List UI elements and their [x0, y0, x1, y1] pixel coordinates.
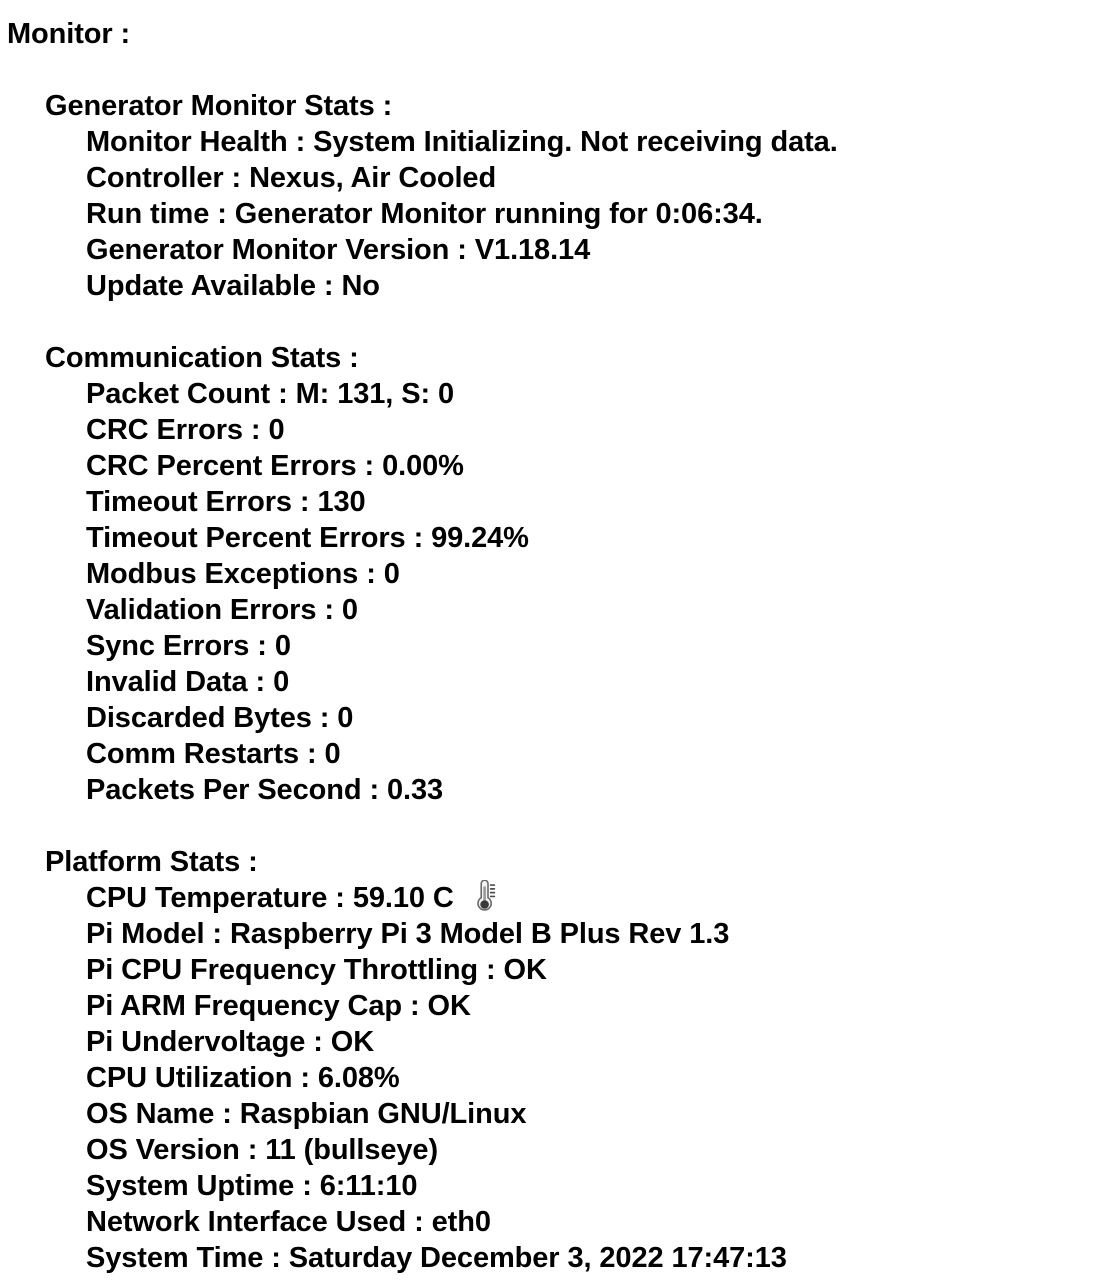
stat-separator: :: [364, 450, 375, 482]
stat-row: [86, 952, 547, 988]
stat-row: [86, 448, 464, 484]
stat-separator: :: [313, 1026, 323, 1058]
stat-separator: :: [323, 270, 334, 302]
stat-label: Sync Errors: [86, 630, 250, 662]
page-title: Monitor :: [7, 18, 131, 50]
stat-value: 0: [268, 414, 285, 446]
stat-row: [86, 664, 289, 700]
stat-value: 0: [274, 630, 291, 662]
stat-value: OK: [503, 954, 547, 986]
stat-label: Pi CPU Frequency Throttling: [86, 954, 479, 986]
stat-separator: :: [409, 990, 420, 1022]
section-title-platform_stats: Platform Stats :: [45, 846, 258, 878]
stat-row: [86, 628, 291, 664]
stat-label: System Time: [86, 1242, 264, 1274]
stat-separator: :: [414, 1206, 424, 1238]
stat-separator: :: [307, 738, 317, 770]
stat-label: Packet Count: [86, 378, 271, 410]
stat-value: Nexus, Air Cooled: [249, 162, 497, 194]
stat-value: 0.00%: [382, 450, 464, 482]
stat-label: Monitor Health: [86, 126, 288, 158]
stat-label: Invalid Data: [86, 666, 248, 698]
stat-value: 59.10 C: [352, 882, 454, 914]
stat-value: V1.18.14: [474, 234, 591, 266]
thermometer-icon: [472, 880, 496, 914]
stat-label: Comm Restarts: [86, 738, 300, 770]
stat-row: [86, 1024, 374, 1060]
stat-separator: :: [255, 666, 266, 698]
stat-row: [86, 1096, 526, 1132]
stat-value: 0: [383, 558, 400, 590]
stat-value: 0.33: [386, 774, 444, 806]
stat-label: Timeout Percent Errors: [86, 522, 406, 554]
stat-separator: :: [457, 234, 467, 266]
stat-separator: :: [250, 414, 261, 446]
stat-value: 6.08%: [317, 1062, 400, 1094]
stat-row: [86, 772, 443, 808]
stat-value: Saturday December 3, 2022 17:47:13: [288, 1242, 787, 1274]
stat-row: [86, 700, 353, 736]
stat-separator: :: [231, 162, 242, 194]
stat-separator: :: [366, 558, 376, 590]
stat-row: [86, 592, 358, 628]
stat-label: Controller: [86, 162, 224, 194]
stat-value: OK: [330, 1026, 375, 1058]
stat-separator: :: [369, 774, 379, 806]
stat-value: 6:11:10: [319, 1170, 418, 1202]
stat-value: M: 131, S: 0: [295, 378, 454, 410]
stat-label: Packets Per Second: [86, 774, 362, 806]
stat-row: [86, 484, 366, 520]
stat-label: Pi Undervoltage: [86, 1026, 306, 1058]
stat-row: [86, 232, 590, 268]
stat-row: [86, 1168, 417, 1204]
stat-row: [86, 736, 341, 772]
stat-row: [86, 268, 380, 304]
section-title-communication_stats: Communication Stats :: [45, 342, 359, 374]
stat-label: Modbus Exceptions: [86, 558, 359, 590]
stat-row: [86, 1240, 787, 1276]
stat-label: Discarded Bytes: [86, 702, 312, 734]
stat-value: eth0: [431, 1206, 491, 1238]
stat-row: [86, 196, 763, 232]
stat-value: Generator Monitor running for 0:06:34.: [234, 198, 763, 230]
stat-separator: :: [278, 378, 288, 410]
stat-label: System Uptime: [86, 1170, 295, 1202]
stat-row: [86, 160, 496, 196]
stat-separator: :: [413, 522, 424, 554]
stat-separator: :: [324, 594, 334, 626]
stat-label: Network Interface Used: [86, 1206, 407, 1238]
stat-value: 0: [273, 666, 290, 698]
stat-label: CPU Utilization: [86, 1062, 293, 1094]
stat-value: 0: [337, 702, 354, 734]
stat-separator: :: [217, 198, 227, 230]
stat-separator: :: [302, 1170, 312, 1202]
stat-row: [86, 1132, 438, 1168]
stat-separator: :: [222, 1098, 232, 1130]
stat-value: OK: [427, 990, 471, 1022]
stat-value: 0: [341, 594, 358, 626]
stat-label: CPU Temperature: [86, 882, 328, 914]
section-title-generator_monitor_stats: Generator Monitor Stats :: [45, 90, 393, 122]
stat-separator: :: [486, 954, 496, 986]
stat-separator: :: [295, 126, 306, 158]
stat-separator: :: [212, 918, 222, 950]
stat-row: [86, 880, 496, 916]
stat-row: [86, 376, 454, 412]
stat-separator: :: [319, 702, 330, 734]
stat-row: [86, 124, 838, 160]
stat-value: 130: [317, 486, 366, 518]
stat-label: Run time: [86, 198, 210, 230]
stat-label: Pi ARM Frequency Cap: [86, 990, 402, 1022]
stat-label: Timeout Errors: [86, 486, 292, 518]
stat-row: [86, 1060, 400, 1096]
stat-value: Raspbian GNU/Linux: [239, 1098, 527, 1130]
stat-separator: :: [257, 630, 267, 662]
stat-label: Validation Errors: [86, 594, 317, 626]
stat-label: Generator Monitor Version: [86, 234, 450, 266]
stat-separator: :: [335, 882, 345, 914]
stat-row: [86, 916, 729, 952]
stat-row: [86, 1204, 491, 1240]
stat-label: OS Name: [86, 1098, 215, 1130]
stat-label: OS Version: [86, 1134, 240, 1166]
stat-separator: :: [300, 1062, 310, 1094]
stat-value: 99.24%: [431, 522, 529, 554]
stat-value: Raspberry Pi 3 Model B Plus Rev 1.3: [229, 918, 730, 950]
stat-label: CRC Percent Errors: [86, 450, 357, 482]
stat-value: System Initializing. Not receiving data.: [313, 126, 838, 158]
stat-label: Update Available: [86, 270, 316, 302]
stat-label: Pi Model: [86, 918, 205, 950]
stat-value: 0: [324, 738, 341, 770]
stat-value: 11 (bullseye): [265, 1134, 439, 1166]
stat-separator: :: [247, 1134, 258, 1166]
stat-row: [86, 412, 284, 448]
stat-label: CRC Errors: [86, 414, 243, 446]
stat-value: No: [341, 270, 380, 302]
stat-row: [86, 988, 471, 1024]
stat-separator: :: [271, 1242, 281, 1274]
stat-row: [86, 520, 529, 556]
stat-row: [86, 556, 400, 592]
stat-separator: :: [299, 486, 310, 518]
